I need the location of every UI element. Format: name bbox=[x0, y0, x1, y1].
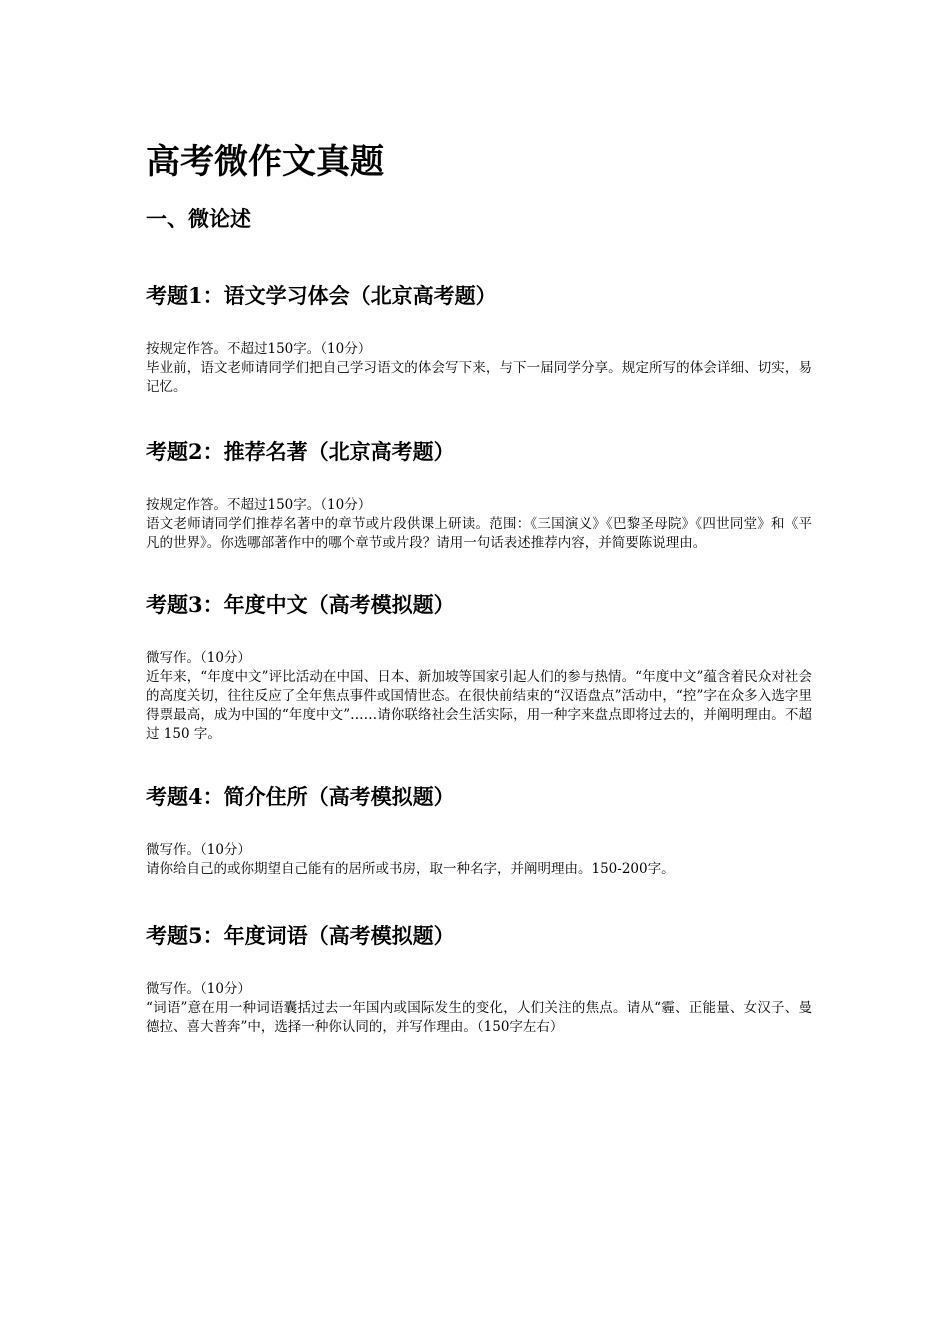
question-requirement: 按规定作答。不超过150字。（10分） bbox=[146, 341, 372, 357]
question-requirement: 按规定作答。不超过150字。（10分） bbox=[146, 497, 372, 513]
question-3 bbox=[146, 590, 812, 744]
question-2 bbox=[146, 437, 812, 553]
question-body: 近年来，“年度中文”评比活动在中国、日本、新加坡等国家引起人们的参与热情。“年度中文”蕴含着民众对社会的高度关切，往往反应了全年焦点事件或国情世态。在很快前结束的“汉语盘点”活动中，“控”字在众多入选字里得票最高，成为中国的“年度中文”……请你联络社会生活实际，用一种字来盘点即将过去的，并阐明理由。不超过 150 字。 bbox=[146, 669, 812, 742]
question-body: 请你给自己的或你期望自己能有的居所或书房，取一种名字，并阐明理由。150-200字。 bbox=[146, 861, 675, 877]
question-1 bbox=[146, 281, 812, 397]
question-requirement: 微写作。（10分） bbox=[146, 981, 251, 997]
question-title: 考题3：年度中文（高考模拟题） bbox=[146, 592, 455, 617]
question-title: 考题4：简介住所（高考模拟题） bbox=[146, 784, 455, 809]
question-title: 考题1：语文学习体会（北京高考题） bbox=[146, 283, 497, 308]
question-title: 考题2：推荐名著（北京高考题） bbox=[146, 439, 455, 464]
document-content bbox=[146, 140, 812, 1037]
question-requirement: 微写作。（10分） bbox=[146, 842, 251, 858]
question-4 bbox=[146, 782, 812, 879]
question-requirement: 微写作。（10分） bbox=[146, 650, 251, 666]
question-5 bbox=[146, 921, 812, 1037]
question-body: 毕业前，语文老师请同学们把自己学习语文的体会写下来，与下一届同学分享。规定所写的体会详细、切实，易记忆。 bbox=[146, 360, 812, 395]
question-body: 语文老师请同学们推荐名著中的章节或片段供课上研读。范围：《三国演义》《巴黎圣母院》《四世同堂》和《平凡的世界》。你选哪部著作中的哪个章节或片段？请用一句话表述推荐内容，并简要陈说理由。 bbox=[146, 516, 812, 551]
document-title: 高考微作文真题 bbox=[146, 142, 384, 182]
question-title: 考题5：年度词语（高考模拟题） bbox=[146, 923, 455, 948]
section-heading: 一、微论述 bbox=[146, 206, 251, 231]
question-body: “词语”意在用一种词语囊括过去一年国内或国际发生的变化，人们关注的焦点。请从“霾、正能量、女汉子、曼德拉、喜大普奔”中，选择一种你认同的，并写作理由。（150字左右） bbox=[146, 1000, 812, 1035]
